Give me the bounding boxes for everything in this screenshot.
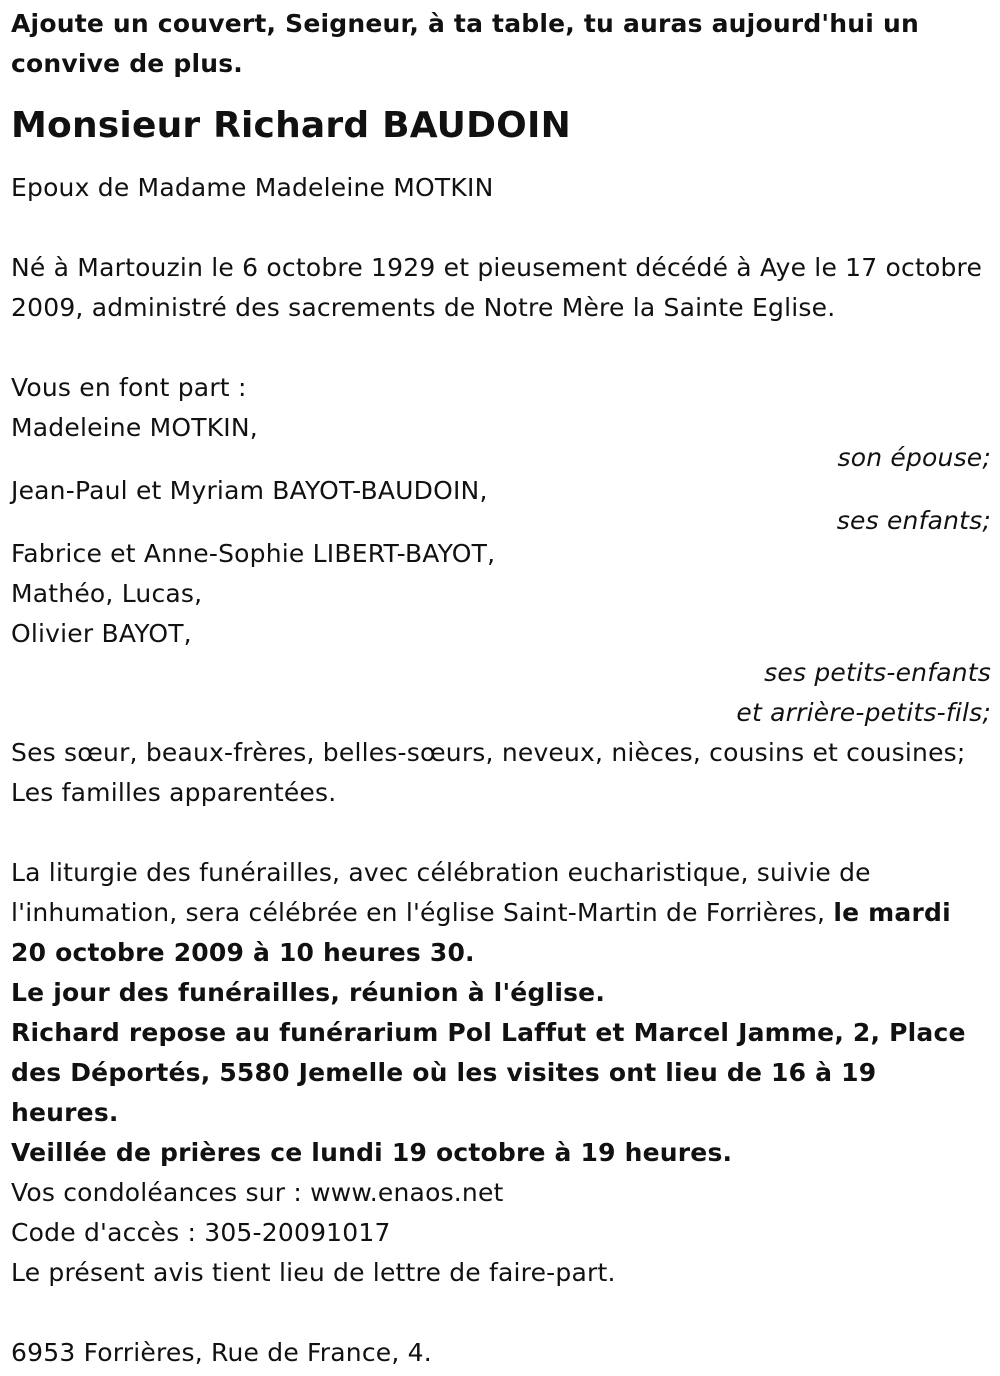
family-relation: ses enfants;	[836, 506, 991, 535]
family-member-line: Fabrice et Anne-Sophie LIBERT-BAYOT,	[11, 539, 496, 568]
funeral-paragraph	[11, 853, 991, 973]
family-group-children	[11, 471, 991, 535]
spouse-line: Epoux de Madame Madeleine MOTKIN	[11, 173, 494, 202]
opening-quote: Ajoute un couvert, Seigneur, à ta table, tu auras aujourd'hui un convive de plus.	[11, 9, 919, 78]
birth-death-text: Né à Martouzin le 6 octobre 1929 et pieusement décédé à Aye le 17 octobre 2009, administré des sacrements de Notre Mère la Sainte Eglise.	[11, 253, 983, 322]
relation-line: et arrière-petits-fils;	[736, 698, 991, 727]
address-line: 6953 Forrières, Rue de France, 4.	[11, 1338, 432, 1367]
deceased-name: Monsieur Richard BAUDOIN	[11, 105, 571, 146]
bold-detail-line: Richard repose au funérarium Pol Laffut et Marcel Jamme, 2, Place des Déportés, 5580 Jemelle où les visites ont lieu de 16 à 19 heures.	[11, 1018, 966, 1127]
family-relation	[11, 653, 991, 733]
family-relation: son épouse;	[837, 443, 991, 472]
funeral-details	[11, 973, 991, 1173]
funeral-text: La liturgie des funérailles, avec célébration eucharistique, suivie de l'inhumation, sera célébrée en l'église Saint-Martin de Forrières,	[11, 858, 871, 927]
obituary-notice	[11, 0, 991, 1373]
footer-info	[11, 1173, 991, 1293]
condolences-line: Vos condoléances sur : www.enaos.net	[11, 1178, 504, 1207]
family-group-grandchildren	[11, 534, 991, 733]
bold-detail-line: Le jour des funérailles, réunion à l'église.	[11, 978, 606, 1007]
family-group-spouse	[11, 408, 991, 472]
family-member-line: Mathéo, Lucas,	[11, 579, 203, 608]
family-member-line: Jean-Paul et Myriam BAYOT-BAUDOIN,	[11, 476, 488, 505]
funeral-date: le mardi 20 octobre 2009 à 10 heures 30.	[11, 898, 951, 967]
family-member-line: Madeleine MOTKIN,	[11, 413, 258, 442]
other-relatives	[11, 733, 991, 813]
relation-line: ses petits-enfants	[764, 658, 991, 687]
other-relatives-line: Ses sœur, beaux-frères, belles-sœurs, neveux, nièces, cousins et cousines;	[11, 738, 966, 767]
notice-line: Le présent avis tient lieu de lettre de faire-part.	[11, 1258, 616, 1287]
other-relatives-line: Les familles apparentées.	[11, 778, 337, 807]
announce-line: Vous en font part :	[11, 373, 247, 402]
family-member-line: Olivier BAYOT,	[11, 619, 192, 648]
bold-detail-line: Veillée de prières ce lundi 19 octobre à 19 heures.	[11, 1138, 733, 1167]
access-code-line: Code d'accès : 305-20091017	[11, 1218, 391, 1247]
